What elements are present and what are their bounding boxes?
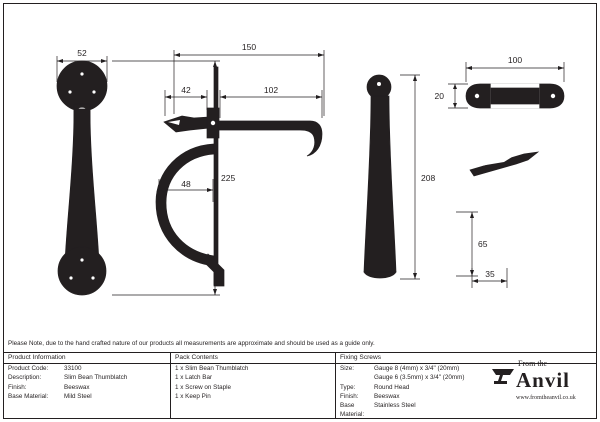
screw-type-label: Type: bbox=[340, 383, 356, 391]
dim-latch-hook-span: 102 bbox=[263, 85, 279, 95]
list-item: 1 x Latch Bar bbox=[175, 374, 213, 382]
list-item: 1 x Slim Bean Thumblatch bbox=[175, 365, 249, 372]
column-product-information bbox=[4, 352, 170, 401]
dim-latch-bar-left: 42 bbox=[181, 85, 191, 95]
view-backplate bbox=[364, 75, 435, 279]
screw-size-label-blank bbox=[340, 373, 374, 382]
product-code-label: Product Code: bbox=[8, 365, 49, 372]
screw-size-label: Size: bbox=[340, 365, 354, 372]
table-row bbox=[8, 373, 170, 382]
dim-backplate-height: 208 bbox=[421, 173, 436, 183]
view-latch-bar bbox=[156, 42, 324, 286]
logo-anvil: Anvil bbox=[516, 368, 571, 392]
table-row bbox=[8, 383, 170, 392]
screw-base-material-value: Stainless Steel bbox=[374, 402, 416, 410]
drawing-svg bbox=[4, 4, 596, 334]
column-pack-contents bbox=[171, 352, 335, 401]
product-code-value: 33100 bbox=[64, 365, 82, 372]
table-row bbox=[340, 401, 486, 420]
base-material-value: Mild Steel bbox=[64, 392, 92, 400]
table-row bbox=[340, 373, 486, 382]
screw-base-material-label: Base Material: bbox=[340, 402, 365, 419]
dim-keep-width: 100 bbox=[507, 55, 523, 65]
description-value: Slim Bean Thumblatch bbox=[64, 374, 128, 382]
list-item: 1 x Screw on Staple bbox=[175, 383, 232, 391]
pack-contents-heading: Pack Contents bbox=[175, 354, 218, 361]
dim-front-width: 52 bbox=[77, 48, 87, 58]
dim-latch-total-width: 150 bbox=[241, 42, 257, 52]
finish-label: Finish: bbox=[8, 383, 27, 391]
table-row bbox=[340, 364, 486, 373]
screw-finish-value: Beeswax bbox=[374, 392, 400, 400]
description-label: Description: bbox=[8, 374, 42, 382]
table-row bbox=[8, 364, 170, 373]
screw-size-value-1: Gauge 8 (4mm) x 3/4" (20mm) bbox=[374, 365, 460, 372]
product-information-heading: Product Information bbox=[8, 354, 66, 361]
anvil-icon bbox=[490, 360, 516, 386]
dim-keep-drop: 65 bbox=[478, 239, 488, 249]
screw-size-value-2: Gauge 6 (3.5mm) x 3/4" (20mm) bbox=[374, 374, 465, 382]
dim-latch-depth: 48 bbox=[181, 179, 191, 189]
table-row bbox=[340, 383, 486, 392]
list-item: 1 x Keep Pin bbox=[175, 392, 211, 400]
measurement-note: Please Note, due to the hand crafted nature of our products all measurements are approximate and should be used as a guide only. bbox=[8, 339, 375, 347]
fixing-screws-heading: Fixing Screws bbox=[340, 354, 382, 361]
column-fixing-screws bbox=[336, 352, 486, 420]
dim-keep-depth: 35 bbox=[485, 269, 495, 279]
brand-logo bbox=[490, 352, 594, 418]
dim-keep-height: 20 bbox=[434, 91, 444, 101]
view-keep-plate bbox=[435, 55, 564, 288]
table-row bbox=[340, 392, 486, 401]
finish-value: Beeswax bbox=[64, 383, 90, 391]
table-row bbox=[8, 392, 170, 401]
dim-front-height: 225 bbox=[221, 173, 236, 183]
screw-finish-label: Finish: bbox=[340, 392, 359, 400]
logo-url: www.fromtheanvil.co.uk bbox=[516, 395, 576, 401]
technical-drawing-area bbox=[4, 4, 596, 334]
base-material-label: Base Material: bbox=[8, 392, 49, 400]
screw-type-value: Round Head bbox=[374, 383, 410, 391]
logo-from-the: From the bbox=[518, 359, 548, 368]
